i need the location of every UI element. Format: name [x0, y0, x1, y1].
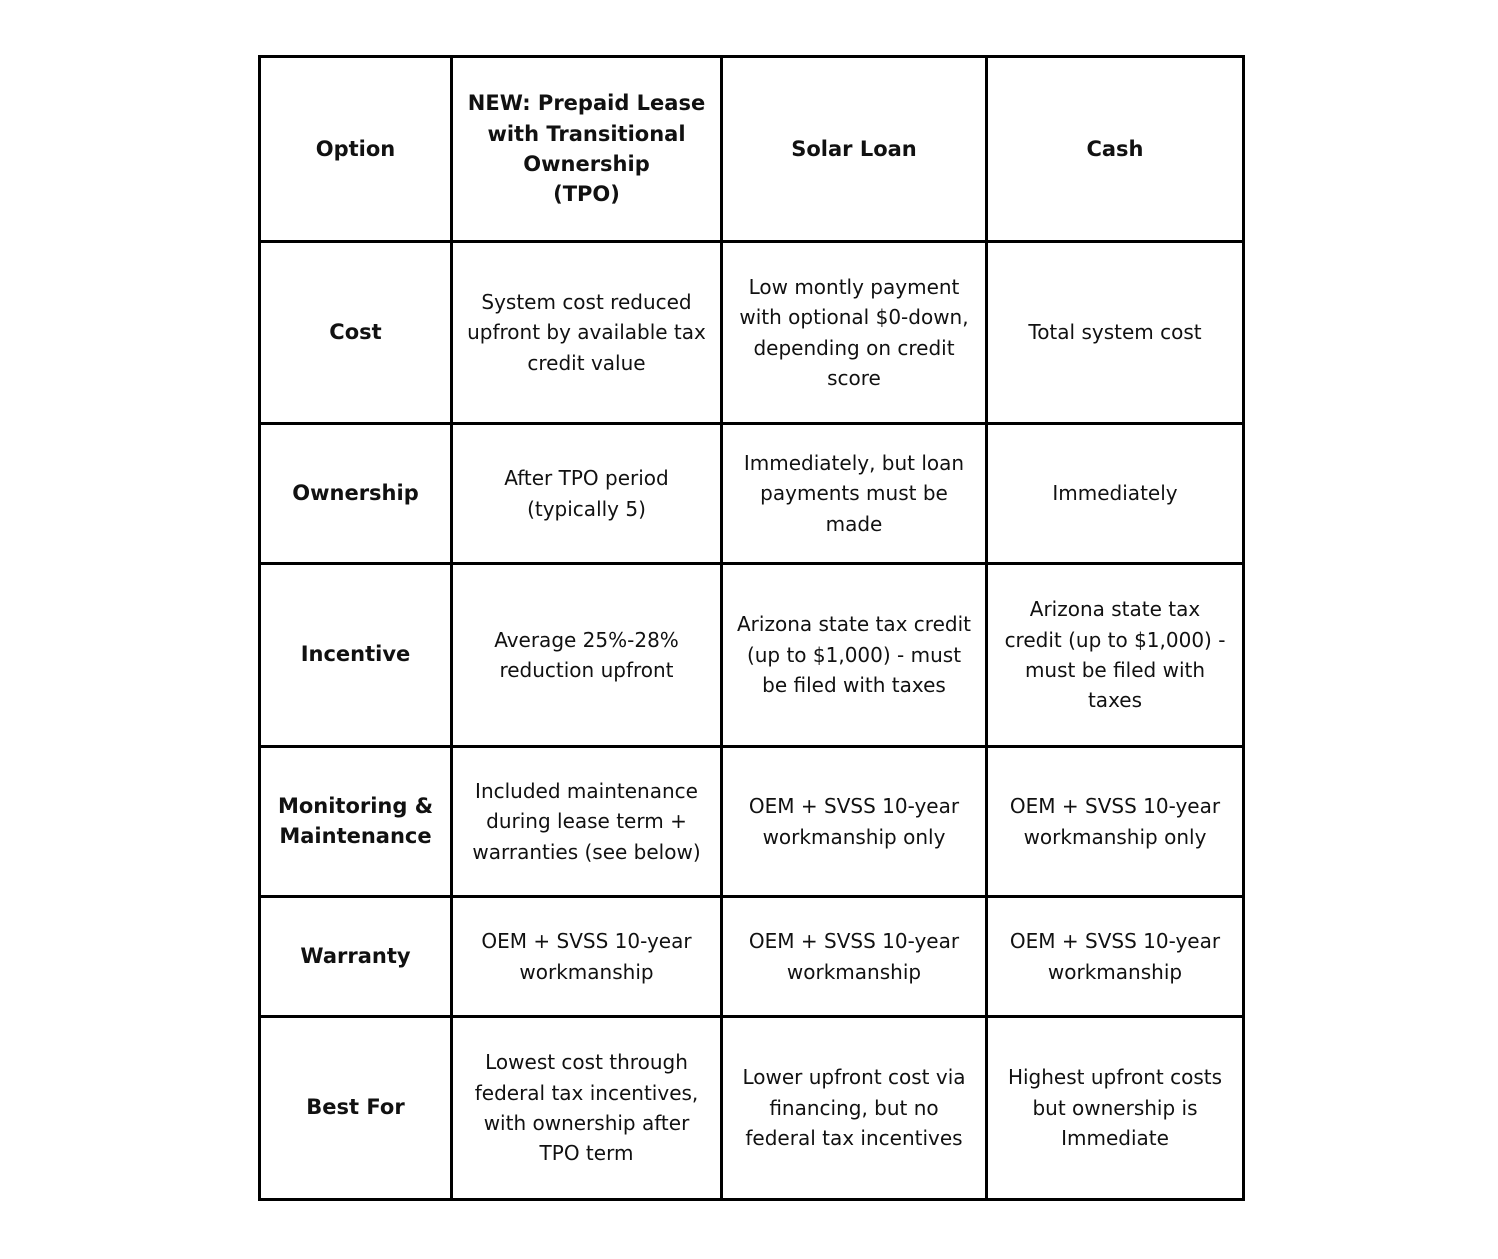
header-row — [260, 57, 1244, 242]
table-row-ownership — [260, 424, 1244, 564]
column-header-solar-loan — [722, 57, 987, 242]
cell-warranty-tpo: OEM + SVSS 10-year workmanship — [452, 897, 722, 1017]
row-label-monitoring-maintenance: Monitoring & Maintenance — [260, 747, 452, 897]
column-header-tpo-line4: (TPO) — [553, 182, 620, 207]
cell-warranty-cash: OEM + SVSS 10-year workmanship — [987, 897, 1244, 1017]
column-header-option-label: Option — [315, 136, 396, 161]
table-row-monitoring-maintenance — [260, 747, 1244, 897]
column-header-cash-label: Cash — [1086, 136, 1144, 161]
cell-incentive-tpo: Average 25%-28% reduction upfront — [452, 564, 722, 747]
cell-cost-tpo: System cost reduced upfront by available tax credit value — [452, 242, 722, 424]
cell-warranty-solar-loan: OEM + SVSS 10-year workmanship — [722, 897, 987, 1017]
column-header-cash — [987, 57, 1244, 242]
table-row-best-for — [260, 1017, 1244, 1200]
row-label-ownership: Ownership — [260, 424, 452, 564]
row-label-warranty: Warranty — [260, 897, 452, 1017]
column-header-tpo-line3: Ownership — [523, 152, 650, 176]
column-header-solar-loan-label: Solar Loan — [791, 136, 917, 161]
row-label-cost: Cost — [260, 242, 452, 424]
cell-cost-solar-loan: Low montly payment with optional $0-down, depending on credit score — [722, 242, 987, 424]
table-header — [260, 57, 1244, 242]
cell-incentive-solar-loan: Arizona state tax credit (up to $1,000) - must be filed with taxes — [722, 564, 987, 747]
column-header-option — [260, 57, 452, 242]
cell-ownership-solar-loan: Immediately, but loan payments must be made — [722, 424, 987, 564]
cell-best-for-tpo: Lowest cost through federal tax incentives, with ownership after TPO term — [452, 1017, 722, 1200]
cell-monitoring-cash: OEM + SVSS 10-year workmanship only — [987, 747, 1244, 897]
column-header-tpo-line2: with Transitional — [487, 121, 686, 146]
table-body — [260, 242, 1244, 1200]
cell-cost-cash: Total system cost — [987, 242, 1244, 424]
cell-ownership-tpo: After TPO period (typically 5) — [452, 424, 722, 564]
cell-incentive-cash: Arizona state tax credit (up to $1,000) - must be filed with taxes — [987, 564, 1244, 747]
cell-monitoring-tpo: Included maintenance during lease term + warranties (see below) — [452, 747, 722, 897]
column-header-tpo-line1: NEW: Prepaid Lease — [467, 91, 706, 116]
cell-best-for-cash: Highest upfront costs but ownership is Immediate — [987, 1017, 1244, 1200]
table-row-incentive — [260, 564, 1244, 747]
row-label-incentive: Incentive — [260, 564, 452, 747]
table-row-warranty — [260, 897, 1244, 1017]
table-row-cost — [260, 242, 1244, 424]
row-label-best-for: Best For — [260, 1017, 452, 1200]
cell-monitoring-solar-loan: OEM + SVSS 10-year workmanship only — [722, 747, 987, 897]
cell-best-for-solar-loan: Lower upfront cost via financing, but no federal tax incentives — [722, 1017, 987, 1200]
cell-ownership-cash: Immediately — [987, 424, 1244, 564]
column-header-tpo — [452, 57, 722, 242]
solar-financing-comparison-table — [258, 55, 1245, 1201]
